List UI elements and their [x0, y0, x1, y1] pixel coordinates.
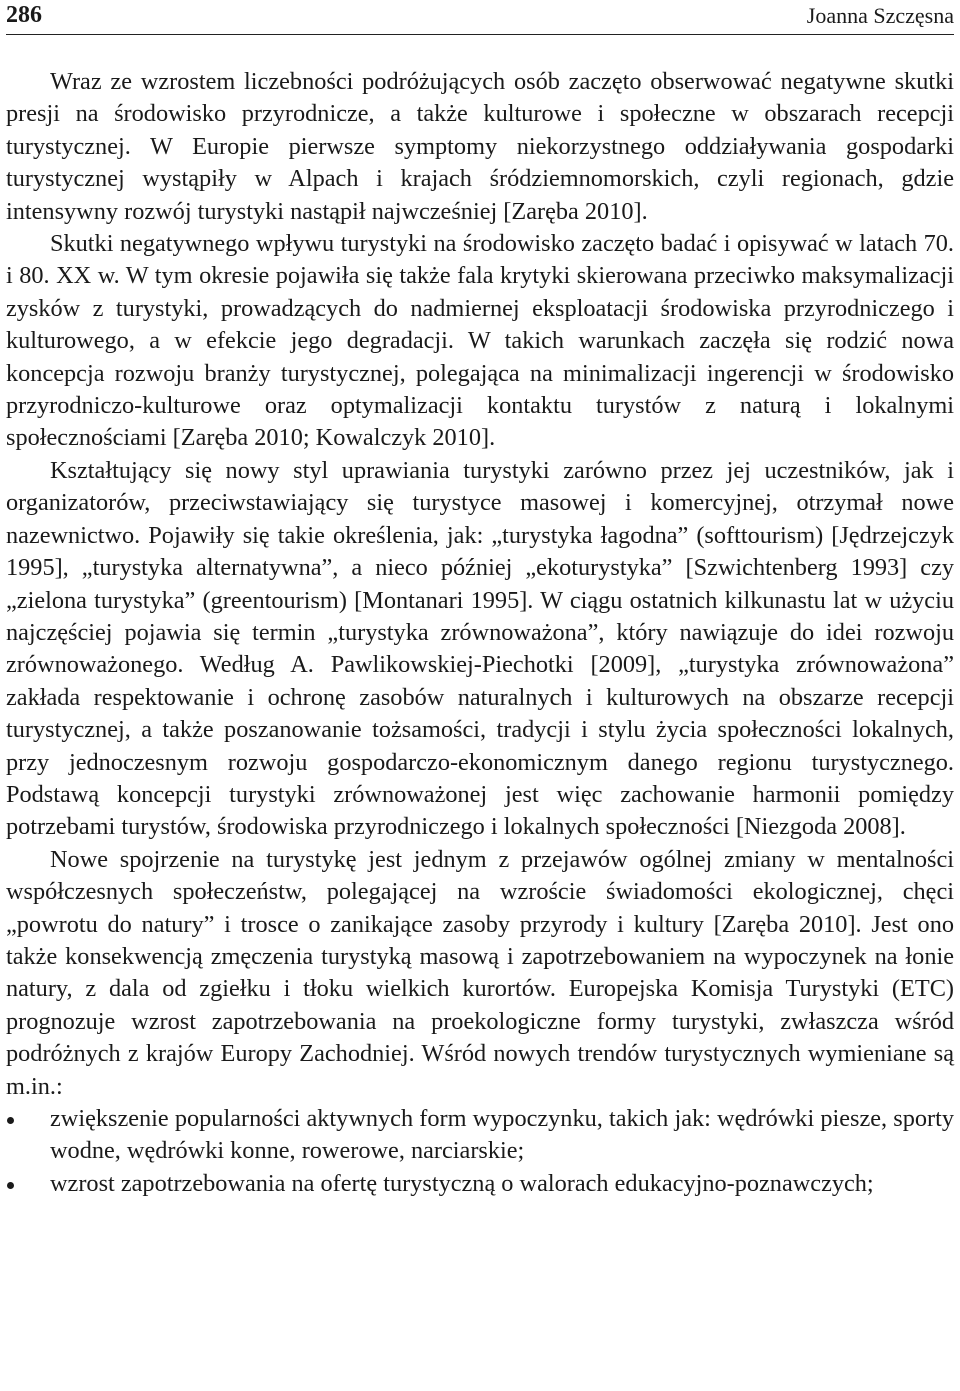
page-number: 286	[6, 2, 42, 28]
paragraph: Nowe spojrzenie na turystykę jest jednym z przejawów ogólnej zmiany w mentalności współczesnych społeczeństw, polegającej na wzroście świadomości ekologicznej, chęci „powrotu do natury” i trosce o zanikające zasoby przyrody i kultury [Zaręba 2010]. Jest ono także konsekwencją zmęczenia turystyką masową i zapotrzebowaniem na wypoczynek na łonie natury, z dala od zgiełku i tłoku wielkich kurortów. Europejska Komisja Turystyki (ETC) prognozuje wzrost zapotrzebowania na proekologiczne formy turystyki, zwłaszcza wśród podróżnych z krajów Europy Zachodniej. Wśród nowych trendów turystycznych wymieniane są m.in.:	[6, 845, 954, 1100]
paragraph: Kształtujący się nowy styl uprawiania turystyki zarówno przez jej uczestników, jak i organizatorów, przeciwstawiający się turystyce masowej i komercyjnej, otrzymał nowe nazewnictwo. Pojawiły się takie określenia, jak: „turystyka łagodna” (softtourism) [Jędrzejczyk 1995], „turystyka alternatywna”, a nieco później „ekoturystyka” [Szwichtenberg 1993] czy „zielona turystyka” (greentourism) [Montanari 1995]. W ciągu ostatnich kilkunastu lat w użyciu najczęściej pojawia się termin „turystyka zrównoważona”, który nawiązuje do idei rozwoju zrównoważonego. Według A. Pawlikowskiej-Piechotki [2009], „turystyka zrównoważona” zakłada respektowanie i ochronę zasobów naturalnych i kulturowych na obszarze recepcji turystycznej, a także poszanowanie tożsamości, tradycji i stylu życia społeczności lokalnych, przy jednoczesnym rozwoju gospodarczo-ekonomicznym danego regionu turystycznego. Podstawą koncepcji turystyki zrównoważonej jest więc zachowanie harmonii pomiędzy potrzebami turystów, środowiska przyrodniczego i lokalnych społeczności [Niezgoda 2008].	[6, 456, 954, 841]
bullet-list	[6, 1103, 954, 1200]
paragraph: Wraz ze wzrostem liczebności podróżujących osób zaczęto obserwować negatywne skutki presji na środowisko przyrodnicze, a także kulturowe i społeczne w obszarach recepcji turystycznej. W Europie pierwsze symptomy niekorzystnego oddziaływania gospodarki turystycznej wystąpiły w Alpach i krajach śródziemnomorskich, czyli regionach, gdzie intensywny rozwój turystyki nastąpił najwcześniej [Zaręba 2010].	[6, 68, 954, 225]
list-item-text: zwiększenie popularności aktywnych form wypoczynku, takich jak: wędrówki piesze, sporty wodne, wędrówki konne, rowerowe, narciarskie;	[50, 1105, 954, 1165]
list-item	[6, 1103, 954, 1168]
list-item	[6, 1168, 954, 1200]
list-item-text: wzrost zapotrzebowania na ofertę turystyczną o walorach edukacyjno-poznawczych;	[50, 1169, 874, 1197]
running-head-author: Joanna Szczęsna	[806, 3, 954, 28]
paragraph: Skutki negatywnego wpływu turystyki na środowisko zaczęto badać i opisywać w latach 70. i 80. XX w. W tym okresie pojawiła się także fala krytyki skierowana przeciwko maksymalizacji zysków z turystyki, prowadzących do nadmiernej eksploatacji środowiska przyrodniczego i kulturowego, a w efekcie jego degradacji. W takich warunkach zaczęła się rodzić nowa koncepcja rozwoju branży turystycznej, polegająca na minimalizacji ingerencji w środowisko przyrodniczo-kulturowe oraz optymalizacji kontaktu turystów z naturą i lokalnymi społecznościami [Zaręba 2010; Kowalczyk 2010].	[6, 230, 954, 452]
body-text	[6, 66, 954, 1200]
page-header	[6, 0, 954, 35]
